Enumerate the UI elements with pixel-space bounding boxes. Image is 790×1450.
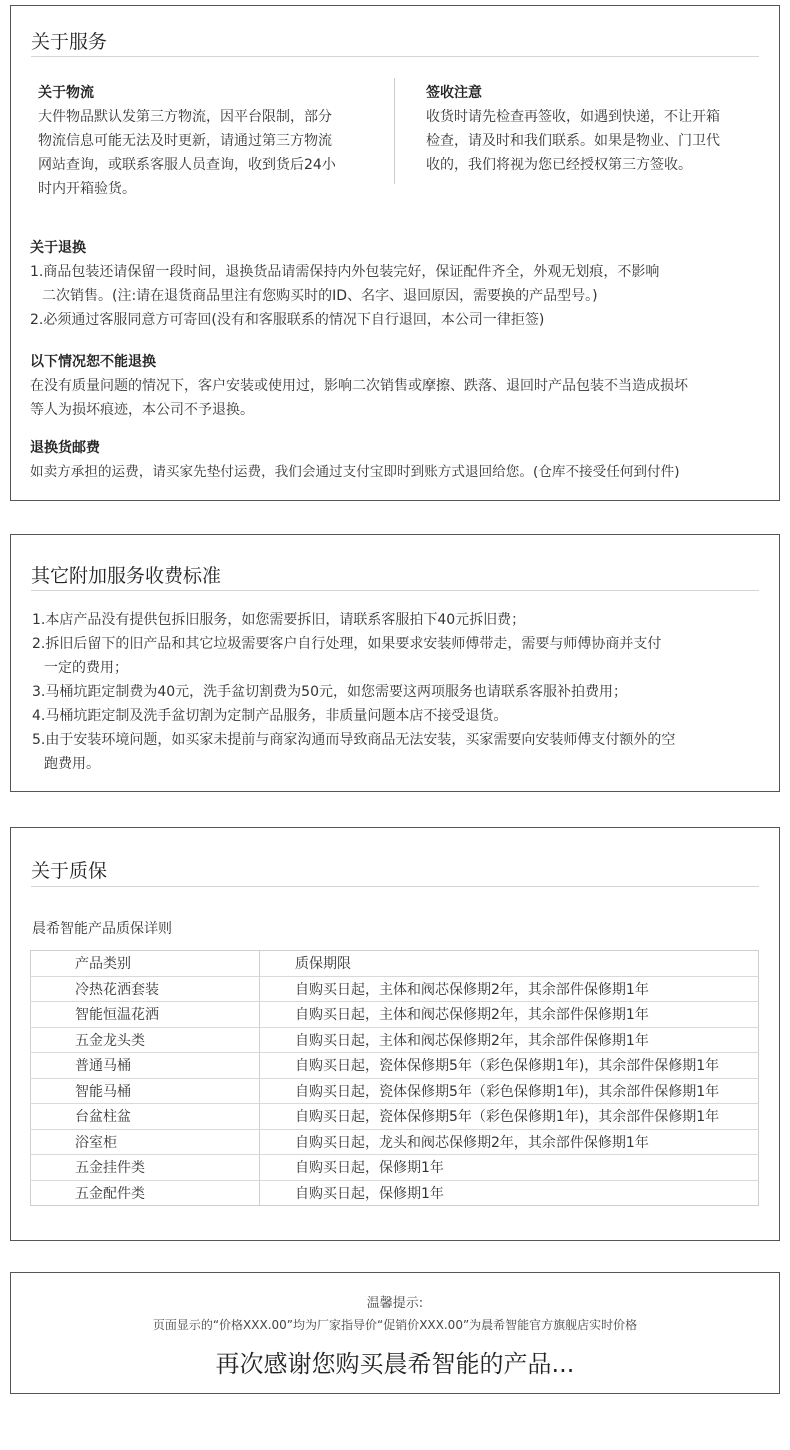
returns-line: 1.商品包装还请保留一段时间，退换货品请需保持内外包装完好，保证配件齐全，外观无划痕，不影响 (30, 264, 660, 280)
tip-section (10, 1272, 780, 1394)
tip-text: 页面显示的“价格XXX.00”均为厂家指导价“促销价XXX.00”为晨希智能官方旗舰店实时价格 (152, 1318, 638, 1332)
logistics-line: 大件物品默认发第三方物流，因平台限制，部分 (38, 109, 332, 125)
cell-period: 自购买日起，主体和阀芯保修期2年，其余部件保修期1年 (260, 976, 759, 1002)
table-row (31, 976, 759, 1002)
warranty-table (30, 950, 759, 1206)
cell-period: 自购买日起，瓷体保修期5年（彩色保修期1年)，其余部件保修期1年 (260, 1078, 759, 1104)
service-title: 关于服务 (31, 31, 108, 53)
fee-line: 4.马桶坑距定制及洗手盆切割为定制产品服务，非质量问题本店不接受退货。 (32, 708, 508, 724)
cell-category: 五金挂件类 (31, 1155, 260, 1181)
thanks-message: 再次感谢您购买晨希智能的产品... (215, 1350, 575, 1378)
divider (31, 886, 759, 887)
cell-category: 智能马桶 (31, 1078, 260, 1104)
signing-block (426, 81, 771, 177)
cell-period: 自购买日起，龙头和阀芯保修期2年，其余部件保修期1年 (260, 1129, 759, 1155)
cell-category: 冷热花洒套装 (31, 976, 260, 1002)
warranty-subtitle: 晨希智能产品质保详则 (32, 921, 172, 937)
no-return-line: 等人为损坏痕迹，本公司不予退换。 (30, 402, 254, 418)
cell-category: 五金配件类 (31, 1180, 260, 1206)
logistics-line: 物流信息可能无法及时更新，请通过第三方物流 (38, 133, 332, 149)
cell-category: 台盆柱盆 (31, 1104, 260, 1130)
cell-category: 浴室柜 (31, 1129, 260, 1155)
returns-heading: 关于退换 (30, 240, 86, 256)
table-row (31, 1104, 759, 1130)
table-row (31, 1155, 759, 1181)
fee-line: 跑费用。 (44, 756, 100, 772)
cell-category: 智能恒温花洒 (31, 1002, 260, 1028)
logistics-line: 网站查询，或联系客服人员查询，收到货后24小 (38, 157, 336, 173)
fee-line: 一定的费用； (44, 660, 128, 676)
fee-line: 1.本店产品没有提供包拆旧服务，如您需要拆旧，请联系客服拍下40元拆旧费； (32, 612, 526, 628)
signing-line: 检查，请及时和我们联系。如果是物业、门卫代 (426, 133, 720, 149)
cell-period: 自购买日起，瓷体保修期5年（彩色保修期1年)，其余部件保修期1年 (260, 1053, 759, 1079)
cell-period: 自购买日起，保修期1年 (260, 1155, 759, 1181)
header-period: 质保期限 (260, 951, 759, 977)
service-section (10, 5, 780, 501)
cell-period: 自购买日起，保修期1年 (295, 1185, 444, 1202)
fees-list (32, 608, 762, 776)
signing-heading: 签收注意 (426, 85, 482, 101)
no-return-block (30, 350, 775, 422)
shipping-fee-text: 如卖方承担的运费，请买家先垫付运费，我们会通过支付宝即时到账方式退回给您。(仓库不接受任何到付件) (30, 464, 680, 480)
signing-line: 收的，我们将视为您已经授权第三方签收。 (426, 157, 692, 173)
cell-category: 普通马桶 (31, 1053, 260, 1079)
warranty-title: 关于质保 (31, 860, 108, 882)
header-category: 产品类别 (31, 951, 260, 977)
table-row (31, 1180, 759, 1206)
fee-line: 2.拆旧后留下的旧产品和其它垃圾需要客户自行处理，如果要求安装师傅带走，需要与师傅协商并支付 (32, 636, 662, 652)
table-row (31, 1002, 759, 1028)
divider (31, 56, 759, 57)
table-row (31, 1027, 759, 1053)
table-header-row (31, 951, 759, 977)
table-row (31, 1078, 759, 1104)
returns-line: 2.必须通过客服同意方可寄回(没有和客服联系的情况下自行退回，本公司一律拒签) (30, 312, 545, 328)
no-return-line: 在没有质量问题的情况下，客户安装或使用过，影响二次销售或摩擦、跌落、退回时产品包装不当造成损坏 (30, 378, 688, 394)
warranty-section (10, 827, 780, 1241)
logistics-block (38, 81, 378, 201)
divider (31, 590, 759, 591)
cell-period: 自购买日起，瓷体保修期5年（彩色保修期1年)，其余部件保修期1年 (260, 1104, 759, 1130)
returns-block (30, 236, 775, 332)
table-row (31, 1129, 759, 1155)
cell-period: 自购买日起，主体和阀芯保修期2年，其余部件保修期1年 (260, 1027, 759, 1053)
no-return-heading: 以下情况恕不能退换 (30, 354, 156, 370)
returns-line: 二次销售。(注:请在退货商品里注有您购买时的ID、名字、退回原因，需要换的产品型号。) (42, 288, 598, 304)
fee-line: 5.由于安装环境问题，如买家未提前与商家沟通而导致商品无法安装，买家需要向安装师傅支付额外的空 (32, 732, 676, 748)
tip-title: 温馨提示: (366, 1296, 424, 1311)
table-row (31, 1053, 759, 1079)
cell-category: 五金龙头类 (31, 1027, 260, 1053)
signing-line: 收货时请先检查再签收，如遇到快递，不让开箱 (426, 109, 720, 125)
cell-period: 自购买日起，主体和阀芯保修期2年，其余部件保修期1年 (260, 1002, 759, 1028)
logistics-heading: 关于物流 (38, 85, 94, 101)
shipping-fee-block (30, 436, 780, 484)
shipping-fee-heading: 退换货邮费 (30, 440, 100, 456)
fee-line: 3.马桶坑距定制费为40元，洗手盆切割费为50元，如您需要这两项服务也请联系客服补拍费用； (32, 684, 627, 700)
fees-section (10, 534, 780, 792)
fees-title: 其它附加服务收费标准 (31, 565, 222, 587)
column-divider (394, 78, 395, 184)
logistics-line: 时内开箱验货。 (38, 181, 136, 197)
